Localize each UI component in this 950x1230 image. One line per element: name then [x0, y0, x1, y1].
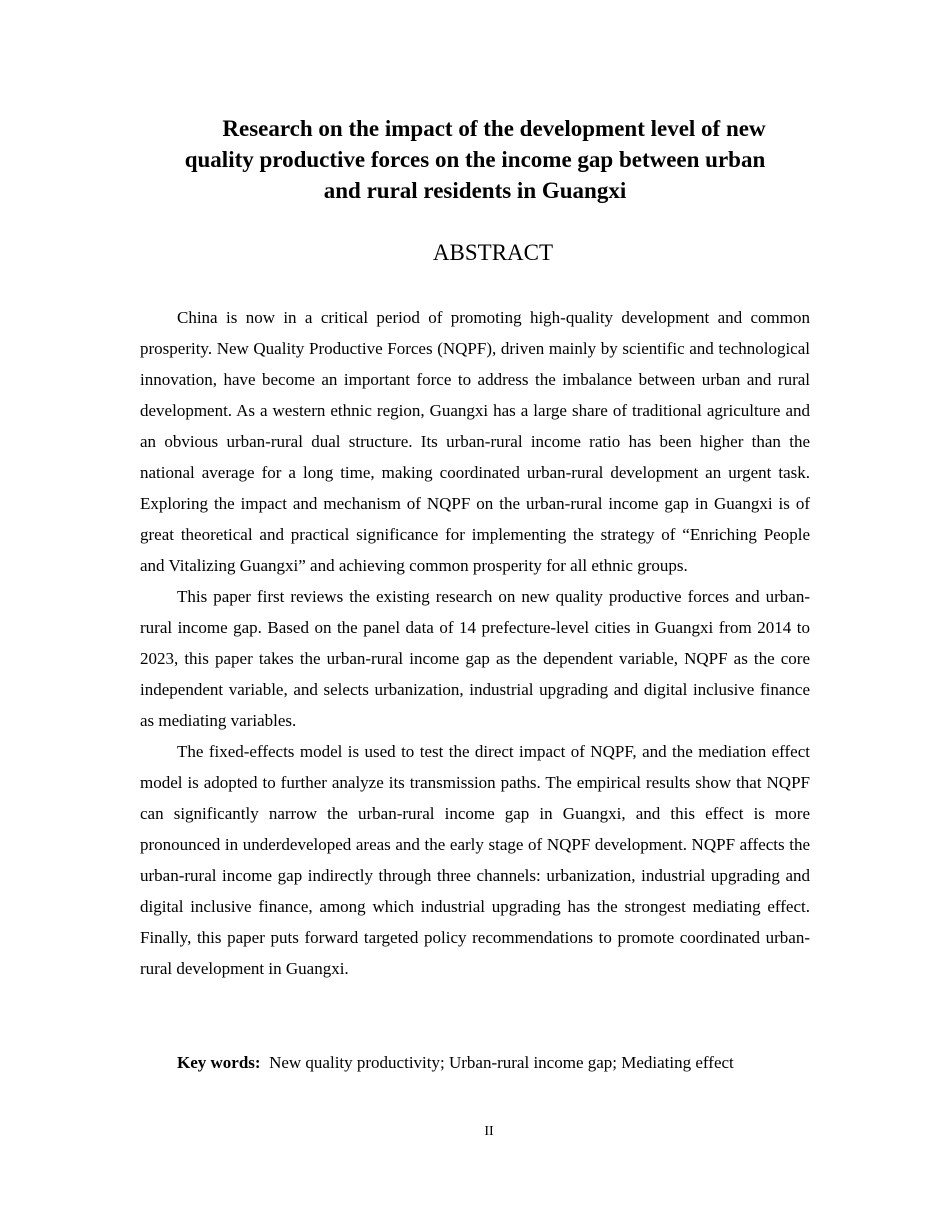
page-number: II [484, 1124, 494, 1139]
abstract-paragraph: The fixed-effects model is used to test the direct impact of NQPF, and the mediation effect model is adopted to further analyze its transmission paths. The empirical results show that NQPF can significantly narrow the urban-rural income gap in Guangxi, and this effect is more pronounced in underdeveloped areas and the early stage of NQPF development. NQPF affects the urban-rural income gap indirectly through three channels: urbanization, industrial upgrading and digital inclusive finance, among which industrial upgrading has the strongest mediating effect. Finally, this paper puts forward targeted policy recommendations to promote coordinated urban-rural development in Guangxi. [140, 742, 810, 978]
abstract-body [140, 302, 810, 984]
keywords-text: New quality productivity; Urban-rural income gap; Mediating effect [269, 1053, 734, 1072]
keywords-label: Key words: [177, 1053, 261, 1072]
title-line: Research on the impact of the development level of new [222, 116, 766, 141]
paper-title [140, 113, 810, 206]
title-line: and rural residents in Guangxi [323, 178, 627, 203]
abstract-paragraph: This paper first reviews the existing research on new quality productive forces and urban-rural income gap. Based on the panel data of 14 prefecture-level cities in Guangxi from 2014 to 2023, this paper takes the urban-rural income gap as the dependent variable, NQPF as the core independent variable, and selects urbanization, industrial upgrading and digital inclusive finance as mediating variables. [140, 587, 810, 730]
keywords-line [177, 1047, 817, 1078]
title-line: quality productive forces on the income gap between urban [184, 147, 766, 172]
abstract-heading: ABSTRACT [432, 240, 554, 265]
abstract-paragraph: China is now in a critical period of promoting high-quality development and common prosperity. New Quality Productive Forces (NQPF), driven mainly by scientific and technological innovation, have become an important force to address the imbalance between urban and rural development. As a western ethnic region, Guangxi has a large share of traditional agriculture and an obvious urban-rural dual structure. Its urban-rural income ratio has been higher than the national average for a long time, making coordinated urban-rural development an urgent task. Exploring the impact and mechanism of NQPF on the urban-rural income gap in Guangxi is of great theoretical and practical significance for implementing the strategy of “Enriching People and Vitalizing Guangxi” and achieving common prosperity for all ethnic groups. [140, 308, 810, 575]
